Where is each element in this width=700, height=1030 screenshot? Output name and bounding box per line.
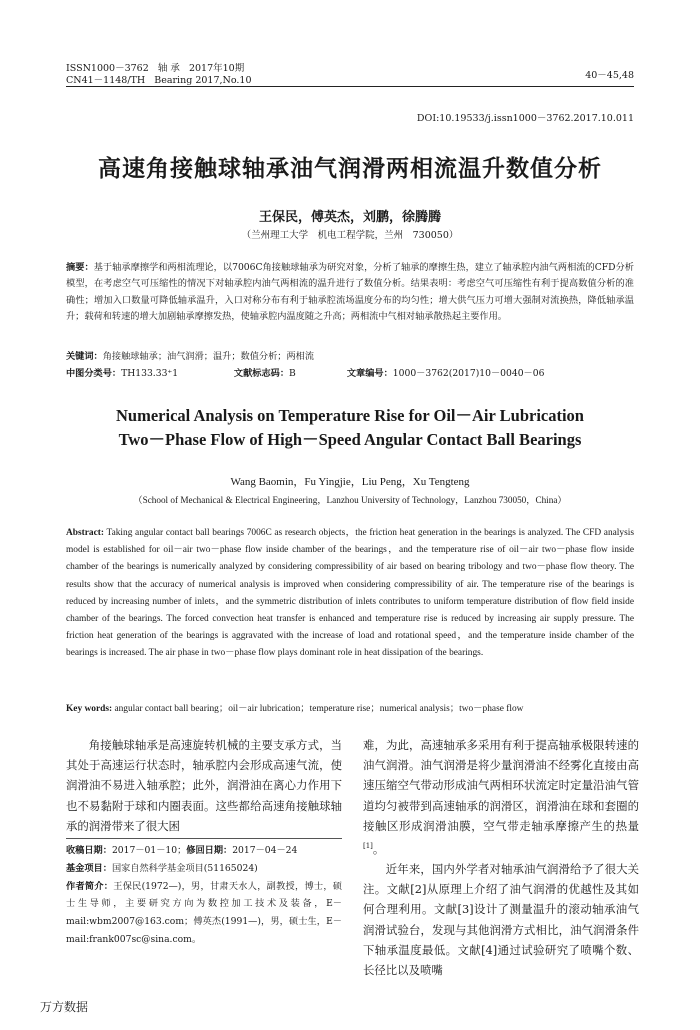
footnotes (66, 842, 342, 949)
authors-cn: 王保民，傅英杰，刘鹏，徐腾腾 (258, 210, 441, 225)
clc-code: 中图分类号：TH133.33⁺1 (66, 368, 179, 379)
abstract-cn (66, 260, 634, 326)
body-paragraph-continued: 难，为此，高速轴承多采用有利于提高轴承极限转速的油气润滑。油气润滑是将少量润滑油不经雾化直接由高速压缩空气带动形成油气两相环状流定时定量沿油气管道均匀被带到高速轴承的润滑区，润滑油在球和套圈的接触区形成润滑油膜，空气带走轴承摩擦产生的热量[1]。 (363, 738, 639, 856)
page-range: 40－45,48 (585, 70, 634, 81)
abstract-en (66, 525, 634, 663)
body-paragraph: 近年来，国内外学者对轴承油气润滑给予了很大关注。文献[2]从原理上介绍了油气润滑的优越性及其如何合理利用。文献[3]设计了测量温升的滚动轴承油气润滑试验台，发现与其他润滑方式相比，油气润滑条件下轴承温度最低。文献[4]通过试验研究了喷嘴个数、长径比以及喷嘴 (363, 862, 639, 978)
doi: DOI:10.19533/j.issn1000－3762.2017.10.011 (416, 113, 634, 124)
abstract-cn-label: 摘要： (66, 262, 94, 273)
author-note: 作者简介：王保民(1972—)，男，甘肃天水人，副教授，博士，硕士生导师，主要研究方向为数控加工技术及装备，E－mail:wbm2007@163.com；傅英杰(1991—)，男，硕士生，E－mail:frank007sc@sina.com。 (66, 880, 342, 945)
reference-mark: [1] (363, 842, 373, 851)
abstract-en-text: Taking angular contact ball bearings 7006C as research objects，the friction heat generation in the bearings is analyzed. The CFD analysis model is established for oil－air two－phase flow inside chamber of the bearings，and the temperature rise of oil－air two－phase flow inside chamber of the bearings is numerically analyzed by considering compressibility of air based on bearing tribology and two－phase flow theory. The results show that the accuracy of numerical analysis is improved when considering compressibility of air. The temperature rise of the bearings is reduced by increasing number of inlets，and the symmetric distribution of inlets contributes to uniform temperature distribution of flow field inside chamber of the bearings. The forced convection heat transfer is enhanced and temperature rise is reduced by increasing air supply pressure. The friction heat generation of the bearings is aggravated with the increase of load and rotational speed，and the temperature inside chamber of the bearings is increased. The air phase in two－phase flow plays dominant role in heat dissipation of the bearings. (66, 528, 634, 659)
abstract-cn-text: 基于轴承摩擦学和两相流理论，以7006C角接触球轴承为研究对象，分析了轴承的摩擦生热，建立了轴承腔内油气两相流的CFD分析模型，在考虑空气可压缩性的情况下对轴承腔内油气两相流的温升进行了数值分析。结果表明：考虑空气可压缩性有利于提高数值分析的准确性；增加入口数量可降低轴承温升，入口对称分布有利于轴承腔流场温度分布的均匀性；增大供气压力可增大强制对流换热，降低轴承温升；载荷和转速的增大加剧轴承摩擦发热，使轴承腔内温度随之升高；两相流中气相对轴承散热起主要作用。 (66, 262, 634, 323)
authors-en: Wang Baomin，Fu Yingjie，Liu Peng，Xu Tengteng (230, 476, 470, 488)
keywords-en-label: Key words: (66, 704, 113, 714)
title-en-line2: Two－Phase Flow of High－Speed Angular Contact Ball Bearings (118, 430, 582, 449)
body-right-column (363, 735, 639, 980)
issn: ISSN1000－3762 (66, 63, 149, 74)
footnote-rule (66, 838, 342, 839)
keywords-cn-text: 角接触球轴承；油气润滑；温升；数值分析；两相流 (102, 351, 315, 362)
affiliation-en: （School of Mechanical & Electrical Engineering，Lanzhou University of Technology，Lanzhou 730050，China） (133, 495, 567, 505)
body-paragraph: 角接触球轴承是高速旋转机械的主要支承方式，当其处于高速运行状态时，轴承腔内会形成高速气流，使润滑油不易进入轴承腔；此外，润滑油在离心力作用下也不易黏附于球和内圈表面。这些都给高速角接触球轴承的润滑带来了很大困 (66, 738, 342, 833)
issue-cn: 2017年10期 (188, 63, 245, 74)
document-code: 文献标志码：B (233, 368, 296, 379)
received-date: 收稿日期：2017－01－10；修回日期：2017－04－24 (66, 845, 298, 856)
issue-en: 2017,No.10 (195, 75, 252, 86)
title-cn: 高速角接触球轴承油气润滑两相流温升数值分析 (98, 155, 602, 182)
journal-header-left (66, 63, 251, 87)
keywords-en-text: angular contact ball bearing；oil－air lubrication；temperature rise；numerical analysis；two－phase flow (112, 704, 524, 714)
body-left-column (66, 735, 342, 836)
title-en-line1: Numerical Analysis on Temperature Rise for Oil－Air Lubrication (116, 406, 584, 425)
article-number: 文章编号：1000－3762(2017)10－0040－06 (346, 368, 545, 379)
abstract-en-label: Abstract: (66, 528, 105, 538)
journal-name-en: Bearing (154, 75, 193, 86)
classification-line (66, 365, 634, 379)
header-rule (66, 86, 634, 87)
keywords-en (66, 700, 634, 714)
watermark-footer: 万方数据 (40, 1000, 89, 1014)
cn-number: CN41－1148/TH (66, 75, 146, 86)
keywords-cn (66, 348, 634, 362)
keywords-cn-label: 关键词： (66, 351, 103, 362)
affiliation-cn: （兰州理工大学 机电工程学院，兰州 730050） (241, 230, 459, 241)
title-en (40, 404, 660, 452)
fund-note: 基金项目：国家自然科学基金项目(51165024) (66, 862, 258, 874)
journal-name-cn: 轴 承 (157, 63, 180, 74)
